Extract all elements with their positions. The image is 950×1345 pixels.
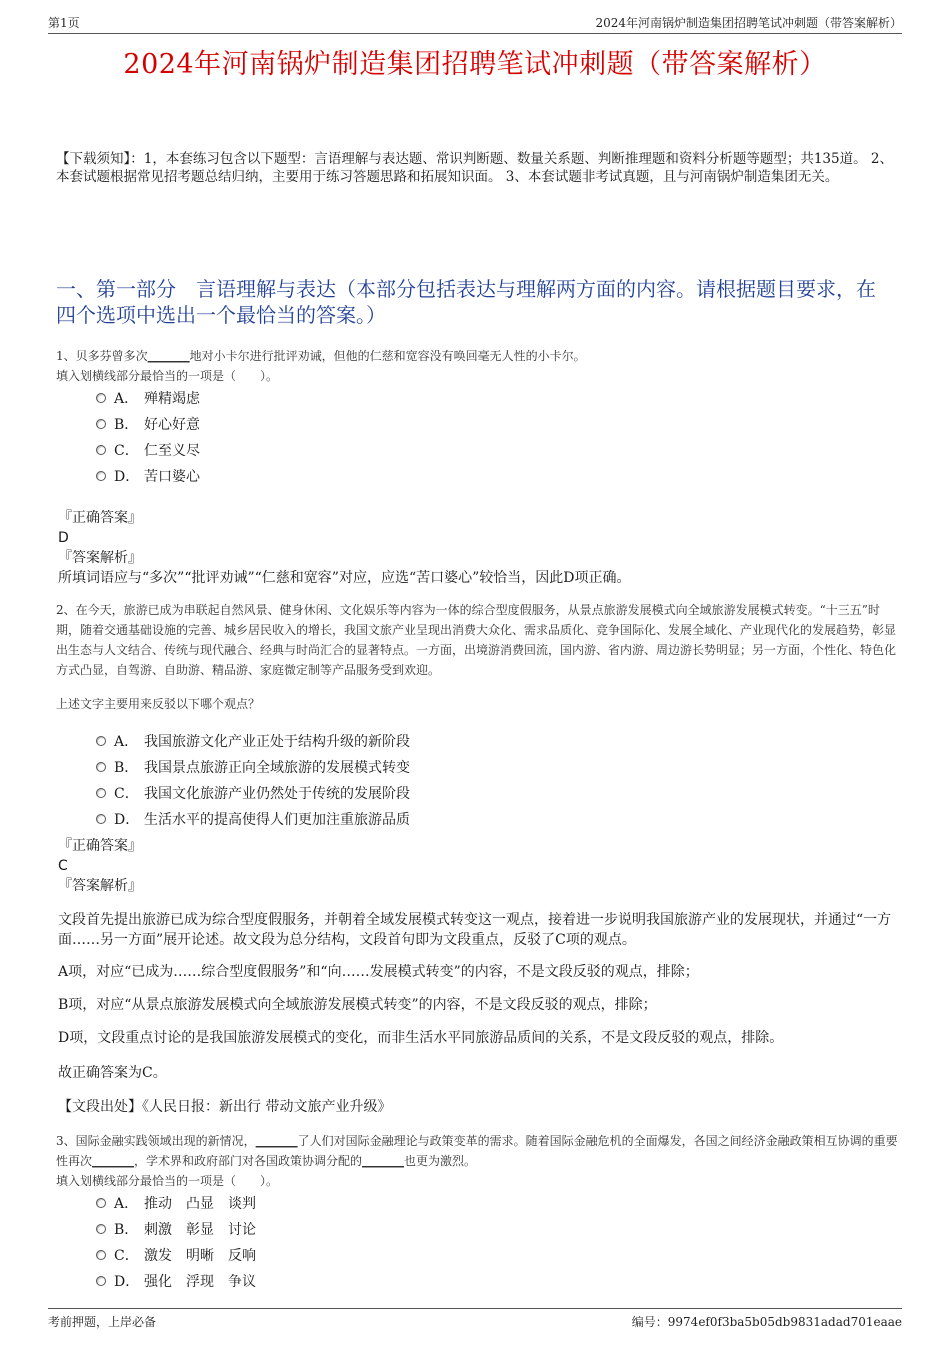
option-text: 我国旅游文化产业正处于结构升级的新阶段 xyxy=(144,734,410,750)
answer-value: C xyxy=(58,858,68,874)
question-2-stem xyxy=(56,600,898,714)
option-text: 生活水平的提高使得人们更加注重旅游品质 xyxy=(144,812,410,828)
option-text: 我国景点旅游正向全域旅游的发展模式转变 xyxy=(144,760,410,776)
q2-analysis-para-4: D项，文段重点讨论的是我国旅游发展模式的变化，而非生活水平同旅游品质间的关系，不是文段反驳的观点，排除。 xyxy=(58,1030,784,1046)
q1-text-suffix: 地对小卡尔进行批评劝诫，但他的仁慈和宽容没有唤回毫无人性的小卡尔。 xyxy=(189,349,586,363)
option-text: 刺激 彰显 讨论 xyxy=(144,1222,256,1238)
radio-icon[interactable] xyxy=(96,419,106,429)
answer-label: 『正确答案』 xyxy=(58,838,142,854)
option-letter: C． xyxy=(114,786,139,802)
q3-blank-2: _______ xyxy=(92,1154,135,1168)
q1-prompt: 填入划横线部分最恰当的一项是（ ）。 xyxy=(56,369,279,383)
q3-options xyxy=(96,1190,256,1294)
footer-doc-id: 编号：9974ef0f3ba5b05db9831adad701eaae xyxy=(631,1315,902,1329)
option-letter: A． xyxy=(114,1196,139,1212)
q3-text-part: 也更为激烈。 xyxy=(404,1154,477,1168)
radio-icon[interactable] xyxy=(96,1276,106,1286)
q1-options xyxy=(96,385,200,489)
q1-text-prefix: 1、贝多芬曾多次 xyxy=(56,349,148,363)
analysis-label: 『答案解析』 xyxy=(58,550,142,566)
answer-value: D xyxy=(58,530,69,546)
analysis-text: 所填词语应与“多次”“批评劝诫”“仁慈和宽容”对应，应选“苦口婆心”较恰当，因此D项正确。 xyxy=(58,570,631,586)
radio-icon[interactable] xyxy=(96,445,106,455)
q3-option-a[interactable] xyxy=(96,1190,256,1216)
q1-blank: _______ xyxy=(147,349,190,363)
q2-option-d[interactable] xyxy=(96,806,410,832)
q2-source: 【文段出处】《人民日报：新出行 带动文旅产业升级》 xyxy=(58,1099,392,1115)
option-letter: D． xyxy=(114,1274,140,1290)
page-footer xyxy=(48,1308,902,1330)
radio-icon[interactable] xyxy=(96,762,106,772)
document-title: 2024年河南锅炉制造集团招聘笔试冲刺题（带答案解析） xyxy=(123,49,827,80)
footer-slogan: 考前押题，上岸必备 xyxy=(48,1315,157,1329)
radio-icon[interactable] xyxy=(96,1224,106,1234)
q2-text: 2、在今天，旅游已成为串联起自然风景、健身休闲、文化娱乐等内容为一体的综合型度假服务，从景点旅游发展模式向全域旅游发展模式转变。“十三五”时期，随着交通基础设施的完善、城乡居民收入的增长，我国文旅产业呈现出消费大众化、需求品质化、竞争国际化、发展全域化、产业现代化的发展趋势，彰显出生态与人文结合、传统与现代融合、经典与时尚汇合的显著特点。一方面，出境游消费回流，国内游、省内游、周边游长势明显；另一方面，个性化、特色化方式凸显，自驾游、自助游、精品游、家庭微定制等产品服务受到欢迎。 xyxy=(56,603,897,677)
q3-blank-1: _______ xyxy=(255,1134,298,1148)
q2-option-c[interactable] xyxy=(96,780,410,806)
option-letter: B． xyxy=(114,1222,139,1238)
option-text: 殚精竭虑 xyxy=(144,391,200,407)
radio-icon[interactable] xyxy=(96,788,106,798)
page-number: 第1页 xyxy=(48,16,80,30)
option-text: 苦口婆心 xyxy=(144,469,200,485)
q3-blank-3: _______ xyxy=(362,1154,405,1168)
header-doc-title: 2024年河南锅炉制造集团招聘笔试冲刺题（带答案解析） xyxy=(595,16,902,30)
option-text: 仁至义尽 xyxy=(144,443,200,459)
radio-icon[interactable] xyxy=(96,736,106,746)
option-letter: B． xyxy=(114,417,139,433)
q3-option-d[interactable] xyxy=(96,1268,256,1294)
q3-option-c[interactable] xyxy=(96,1242,256,1268)
q2-prompt: 上述文字主要用来反驳以下哪个观点？ xyxy=(56,697,261,711)
download-notice: 【下载须知】：1，本套练习包含以下题型：言语理解与表达题、常识判断题、数量关系题、判断推理题和资料分析题等题型；共135道。 2、本套试题根据常见招考题总结归纳，主要用于练习答题思路和拓展知识面。 3、本套试题非考试真题，且与河南锅炉制造集团无关。 xyxy=(56,151,893,185)
q2-answer-block xyxy=(58,836,898,896)
option-letter: C． xyxy=(114,1248,139,1264)
option-letter: C． xyxy=(114,443,139,459)
option-letter: A． xyxy=(114,734,139,750)
radio-icon[interactable] xyxy=(96,814,106,824)
radio-icon[interactable] xyxy=(96,1198,106,1208)
option-letter: D． xyxy=(114,469,140,485)
option-letter: A． xyxy=(114,391,139,407)
q1-option-d[interactable] xyxy=(96,463,200,489)
option-text: 强化 浮现 争议 xyxy=(144,1274,256,1290)
q2-analysis-para-5: 故正确答案为C。 xyxy=(58,1065,167,1081)
option-letter: B． xyxy=(114,760,139,776)
radio-icon[interactable] xyxy=(96,393,106,403)
q1-option-a[interactable] xyxy=(96,385,200,411)
q2-options xyxy=(96,728,410,832)
q2-option-b[interactable] xyxy=(96,754,410,780)
q2-analysis-para-3: B项，对应“从景点旅游发展模式向全域旅游发展模式转变”的内容，不是文段反驳的观点，排除； xyxy=(58,997,657,1013)
option-text: 我国文化旅游产业仍然处于传统的发展阶段 xyxy=(144,786,410,802)
q2-option-a[interactable] xyxy=(96,728,410,754)
q1-option-b[interactable] xyxy=(96,411,200,437)
option-letter: D． xyxy=(114,812,140,828)
q3-prompt: 填入划横线部分最恰当的一项是（ ）。 xyxy=(56,1174,279,1188)
option-text: 激发 明晰 反响 xyxy=(144,1248,256,1264)
section-title: 一、第一部分 言语理解与表达（本部分包括表达与理解两方面的内容。请根据题目要求，在四个选项中选出一个最恰当的答案。） xyxy=(56,277,876,327)
q1-answer-block xyxy=(58,508,898,588)
radio-icon[interactable] xyxy=(96,471,106,481)
option-text: 推动 凸显 谈判 xyxy=(144,1196,256,1212)
q3-text-part: ，学术界和政府部门对各国政策协调分配的 xyxy=(134,1154,363,1168)
q1-option-c[interactable] xyxy=(96,437,200,463)
answer-label: 『正确答案』 xyxy=(58,510,142,526)
page-header xyxy=(48,14,902,34)
radio-icon[interactable] xyxy=(96,1250,106,1260)
q3-option-b[interactable] xyxy=(96,1216,256,1242)
q3-text-part: 3、国际金融实践领域出现的新情况， xyxy=(56,1134,256,1148)
option-text: 好心好意 xyxy=(144,417,200,433)
question-3-stem xyxy=(56,1131,898,1191)
question-1-stem xyxy=(56,346,898,386)
q2-analysis-para-1: 文段首先提出旅游已成为综合型度假服务，并朝着全域发展模式转变这一观点，接着进一步说明我国旅游产业的发展现状，并通过“一方面……另一方面”展开论述。故文段为总分结构，文段首句即为文段重点，反驳了C项的观点。 xyxy=(58,912,892,948)
analysis-label: 『答案解析』 xyxy=(58,878,142,894)
q2-analysis-para-2: A项，对应“已成为……综合型度假服务”和“向……发展模式转变”的内容，不是文段反驳的观点，排除； xyxy=(58,964,699,980)
q3-text-part: 了人们对国际金融理论与政策变革的需求。随着国际金融危机的全面爆发，各国之间经济金融政策相互协调的重要性再次 xyxy=(56,1134,898,1168)
